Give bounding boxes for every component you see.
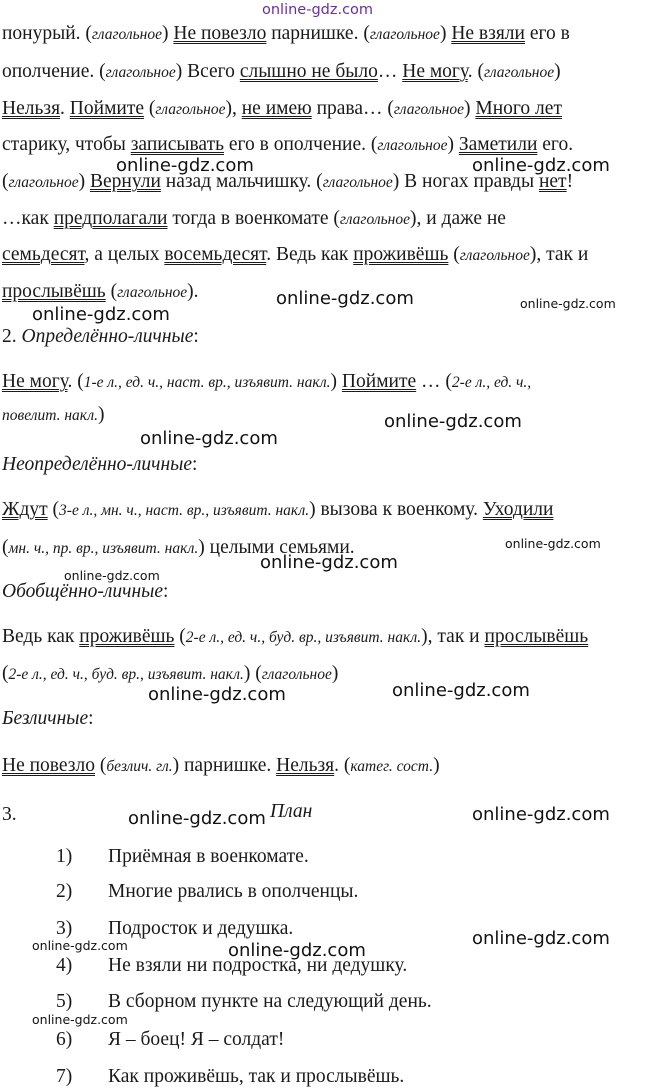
- plan-item-number: 1): [56, 846, 73, 867]
- annotation: глагольное: [8, 174, 79, 191]
- predicate: записывать: [130, 134, 224, 155]
- annotation: мн. ч., пр. вр., изъявит. накл.: [8, 540, 199, 557]
- watermark: online-gdz.com: [276, 288, 414, 309]
- subheading: [2, 707, 94, 731]
- text: . (: [67, 371, 84, 392]
- annotation: 2-е л., ед. ч.,: [451, 374, 532, 391]
- text: ополчение. (: [2, 61, 106, 82]
- text: :: [193, 326, 199, 347]
- predicate: Уходили: [482, 499, 554, 520]
- text-line: [2, 280, 199, 305]
- annotation: катег. сост.: [350, 758, 434, 775]
- text: ), и даже не: [409, 208, 506, 229]
- text: ): [447, 134, 459, 155]
- plan-item-text: Многие рвались в ополченцы.: [108, 881, 359, 902]
- annotation: глагольное: [155, 101, 226, 118]
- annotation: глагольное: [117, 284, 188, 301]
- text: понурый. (: [2, 23, 92, 44]
- predicate: Не могу: [2, 371, 68, 392]
- text: ): [439, 23, 452, 44]
- text: его.: [537, 134, 574, 155]
- text: :: [192, 454, 198, 475]
- text: (: [2, 663, 9, 684]
- watermark: online-gdz.com: [472, 928, 610, 949]
- annotation: 1-е л., ед. ч., наст. вр., изъявит. накл.: [83, 374, 331, 391]
- predicate: проживёшь: [353, 244, 449, 265]
- text: парнишке. (: [266, 23, 370, 44]
- watermark: online-gdz.com: [32, 938, 128, 953]
- plan-item-text: Я – боец! Я – солдат!: [108, 1029, 285, 1050]
- predicate: Поймите: [69, 98, 145, 119]
- watermark: online-gdz.com: [384, 411, 522, 432]
- text: (: [174, 626, 186, 647]
- text-line: [2, 754, 440, 779]
- text-line: [2, 207, 506, 232]
- watermark: online-gdz.com: [128, 808, 266, 829]
- predicate: Ждут: [2, 499, 48, 520]
- heading-text: Определённо-личные: [21, 326, 194, 347]
- watermark: online-gdz.com: [260, 552, 398, 573]
- text: (: [2, 537, 9, 558]
- text: его в ополчение. (: [223, 134, 378, 155]
- plan-item-text: В сборном пункте на следующий день.: [108, 991, 432, 1012]
- text: . (: [467, 61, 484, 82]
- watermark: online-gdz.com: [32, 304, 170, 325]
- text: права… (: [311, 98, 394, 119]
- annotation: глагольное: [261, 666, 332, 683]
- text: (: [144, 98, 156, 119]
- annotation: глагольное: [483, 64, 555, 81]
- subheading-text: Неопределённо-личные: [2, 454, 193, 475]
- annotation: глагольное: [459, 247, 530, 264]
- watermark: online-gdz.com: [392, 680, 530, 701]
- watermark: online-gdz.com: [520, 296, 616, 311]
- text-line: [2, 403, 105, 428]
- text: ): [331, 663, 339, 684]
- section-number: 2.: [2, 326, 22, 347]
- plan-title: План: [270, 801, 313, 822]
- watermark: online-gdz.com: [472, 155, 610, 176]
- subheading-text: Безличные: [2, 708, 89, 729]
- annotation: 2-е л., ед. ч., буд. вр., изъявит. накл.: [185, 629, 422, 646]
- text: ): [554, 61, 561, 82]
- plan-item-number: 7): [56, 1066, 73, 1087]
- text: , а целых: [84, 244, 165, 265]
- predicate: Много лет: [475, 98, 562, 119]
- subheading: [2, 580, 168, 604]
- text: …как: [2, 208, 54, 229]
- text: ): [78, 171, 90, 192]
- annotation: глагольное: [377, 137, 448, 154]
- annotation: глагольное: [322, 174, 393, 191]
- text: . (: [334, 755, 351, 776]
- predicate: Нельзя: [2, 98, 61, 119]
- text-line: [2, 97, 562, 122]
- text: .: [60, 98, 70, 119]
- subheading: [2, 453, 197, 477]
- predicate: Не повезло: [173, 23, 267, 44]
- annotation: 3-е л., мн. ч., наст. вр., изъявит. накл.: [59, 502, 310, 519]
- plan-item-number: 4): [56, 955, 73, 976]
- text: (: [448, 244, 460, 265]
- predicate: Вернули: [89, 171, 161, 192]
- predicate: восемьдесят: [164, 244, 267, 265]
- text: (: [94, 755, 107, 776]
- text: … (: [416, 371, 452, 392]
- text: ) Всего: [175, 61, 240, 82]
- predicate: Заметили: [458, 134, 538, 155]
- predicate: прослывёшь: [2, 281, 106, 302]
- text-line: [2, 498, 553, 523]
- text-line: [2, 60, 561, 85]
- text: его в: [524, 23, 570, 44]
- predicate: Поймите: [341, 371, 417, 392]
- text: . Ведь как: [266, 244, 354, 265]
- text-line: [2, 22, 570, 47]
- watermark: online-gdz.com: [262, 2, 374, 18]
- annotation: глагольное: [339, 211, 410, 228]
- annotation: глагольное: [91, 26, 162, 43]
- watermark: online-gdz.com: [32, 1012, 128, 1027]
- annotation: 2-е л., ед. ч., буд. вр., изъявит. накл.: [8, 666, 244, 683]
- predicate: Не взяли: [451, 23, 525, 44]
- predicate: семьдесят: [2, 244, 85, 265]
- section-heading: [2, 325, 199, 349]
- predicate: Не могу: [402, 61, 468, 82]
- text: ), так и: [529, 244, 589, 265]
- text: …: [377, 61, 403, 82]
- text: :: [163, 581, 169, 602]
- text: ) (: [243, 663, 262, 684]
- subheading-text: Обобщённо-личные: [2, 581, 163, 602]
- annotation: глагольное: [369, 26, 440, 43]
- plan-item-text: Приёмная в военкомате.: [108, 846, 309, 867]
- watermark: online-gdz.com: [148, 684, 286, 705]
- text-line: [2, 370, 531, 395]
- annotation: глагольное: [105, 64, 176, 81]
- plan-item-number: 2): [56, 881, 73, 902]
- text: тогда в военкомате (: [167, 208, 340, 229]
- text: ): [98, 404, 105, 425]
- predicate: прослывёшь: [484, 626, 589, 647]
- predicate: нет: [538, 171, 567, 192]
- predicate: Не повезло: [2, 755, 95, 776]
- plan-item-text: Как проживёшь, так и прослывёшь.: [108, 1066, 405, 1087]
- watermark: online-gdz.com: [116, 155, 254, 176]
- plan-item-text: Не взяли ни подростка, ни дедушку.: [108, 955, 408, 976]
- section-number: 3.: [2, 804, 17, 825]
- watermark: online-gdz.com: [472, 804, 610, 825]
- text: ),: [225, 98, 242, 119]
- text: ) В ногах правды: [392, 171, 539, 192]
- text: ) целыми семьями.: [198, 537, 355, 558]
- text: ): [330, 371, 342, 392]
- text-line: [2, 243, 588, 268]
- watermark: online-gdz.com: [140, 428, 278, 449]
- plan-item-number: 5): [56, 991, 73, 1012]
- text: старику, чтобы: [2, 134, 131, 155]
- text: (: [105, 281, 118, 302]
- annotation: глагольное: [393, 101, 465, 118]
- text: ), так и: [421, 626, 485, 647]
- plan-item-text: Подросток и дедушка.: [108, 918, 294, 939]
- text-line: [2, 625, 588, 650]
- plan-item-number: 3): [56, 918, 73, 939]
- text: (: [47, 499, 60, 520]
- predicate: проживёшь: [79, 626, 175, 647]
- text: ): [433, 755, 440, 776]
- predicate: слышно не было: [239, 61, 378, 82]
- predicate: предполагали: [53, 208, 168, 229]
- text: Ведь как: [2, 626, 80, 647]
- text: ).: [187, 281, 199, 302]
- text: ): [464, 98, 476, 119]
- annotation: безлич. гл.: [106, 758, 173, 775]
- plan-item-number: 6): [56, 1029, 73, 1050]
- predicate: не имею: [241, 98, 312, 119]
- annotation: повелит. накл.: [2, 407, 98, 424]
- watermark: online-gdz.com: [505, 536, 601, 551]
- text: назад мальчишку. (: [160, 171, 323, 192]
- predicate: Нельзя: [276, 755, 335, 776]
- watermark: online-gdz.com: [64, 568, 160, 583]
- text: ) вызова к военкому.: [309, 499, 483, 520]
- text: :: [88, 708, 94, 729]
- watermark: online-gdz.com: [228, 940, 366, 961]
- text: ): [162, 23, 174, 44]
- text: ) парнишке.: [172, 755, 277, 776]
- text: !: [566, 171, 574, 192]
- text: (: [2, 171, 9, 192]
